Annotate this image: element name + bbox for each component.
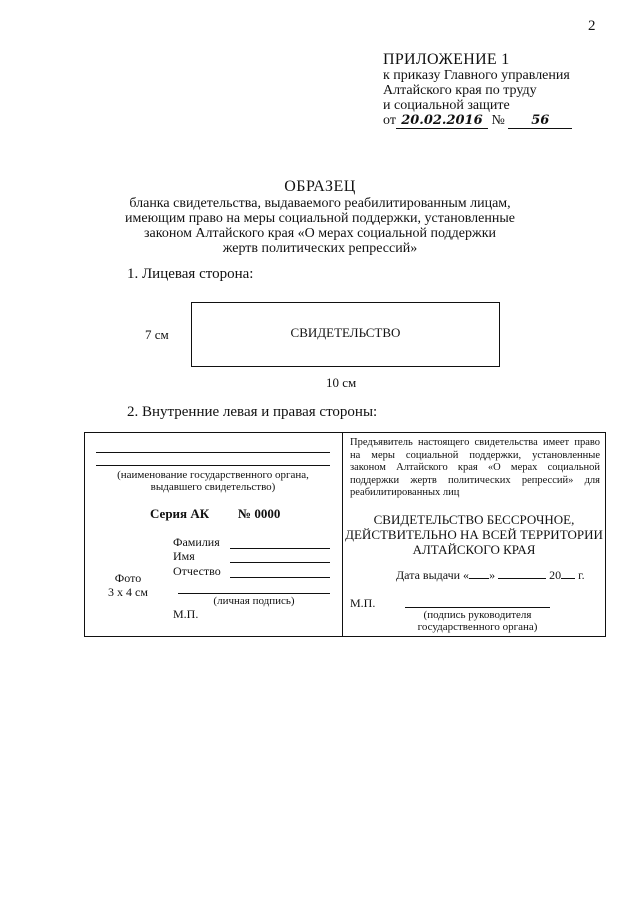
authority-caption [96,469,330,493]
issue-year-suffix: г. [578,568,585,582]
patronymic-line [230,577,330,578]
validity-line-1: СВИДЕТЕЛЬСТВО БЕССРОЧНОЕ, [373,512,575,527]
name-line [230,562,330,563]
description-line-2: имеющим право на меры социальной поддержки, установленные [125,211,515,226]
front-card-title: СВИДЕТЕЛЬСТВО [290,325,401,340]
issue-day-blank [469,578,489,579]
validity-statement [345,512,603,557]
description-line-1: бланка свидетельства, выдаваемого реабилитированным лицам, [129,196,511,211]
front-section-title: 1. Лицевая сторона: [127,266,254,282]
appendix-line-3: и социальной защите [383,98,510,113]
inner-section-title: 2. Внутренние левая и правая стороны: [127,404,378,420]
description-line-3: законом Алтайского края «О мерах социальной поддержки [144,226,496,241]
authority-line-1 [96,452,330,453]
appendix-date-line [383,113,623,129]
date-prefix: от [383,113,396,128]
appendix-line-2: Алтайского края по труду [383,83,537,98]
head-signature-caption-1: (подпись руководителя [423,609,532,621]
issue-date-row [396,568,585,583]
head-signature-caption-2: государственного органа) [417,621,538,633]
inner-card-fold [342,432,343,637]
appendix-line-1: к приказу Главного управления [383,68,570,83]
bearer-rights-text: Предъявитель настоящего свидетельства имеет право на меры социальной поддержки, установленные законом Алтайского края «О мерах социальной поддержки жертв политических репрессий» для реабилитированных лиц [350,437,600,498]
number-label: № [491,113,505,128]
signature-line [178,593,330,594]
description-line-4: жертв политических репрессий» [222,241,418,256]
front-width-label: 10 см [326,375,357,390]
card-number: № 0000 [238,506,281,521]
authority-line-2 [96,465,330,466]
left-stamp-label: М.П. [173,607,199,621]
front-height-label: 7 см [145,327,169,342]
surname-line [230,548,330,549]
page-number: 2 [588,18,596,34]
document-title: ОБРАЗЕЦ [284,178,356,195]
issue-year-blank [561,578,575,579]
head-signature-line [405,607,550,608]
photo-size: 3 х 4 см [108,585,148,599]
issue-month-blank [498,578,546,579]
issue-date-label: Дата выдачи « [396,568,470,582]
surname-label: Фамилия [173,535,220,549]
right-stamp-label: М.П. [350,596,376,610]
photo-label: Фото [114,571,142,585]
authority-caption-1: (наименование государственного органа, [117,469,309,481]
handwritten-date: 20.02.2016 [396,113,488,129]
issue-date-mid: » [489,568,496,582]
issue-year-prefix: 20 [549,568,562,582]
head-signature-caption [395,609,560,633]
appendix-block [383,52,623,129]
series-label: Серия АК [150,506,210,521]
authority-caption-2: выдавшего свидетельство) [150,481,276,493]
signature-caption: (личная подпись) [213,595,295,607]
validity-line-3: АЛТАЙСКОГО КРАЯ [412,542,536,557]
front-card [191,302,500,367]
handwritten-number: 56 [508,113,572,129]
appendix-title: ПРИЛОЖЕНИЕ 1 [383,51,510,68]
name-label: Имя [173,549,195,563]
patronymic-label: Отчество [173,564,221,578]
validity-line-2: ДЕЙСТВИТЕЛЬНО НА ВСЕЙ ТЕРРИТОРИИ [345,527,603,542]
document-description [60,196,580,256]
